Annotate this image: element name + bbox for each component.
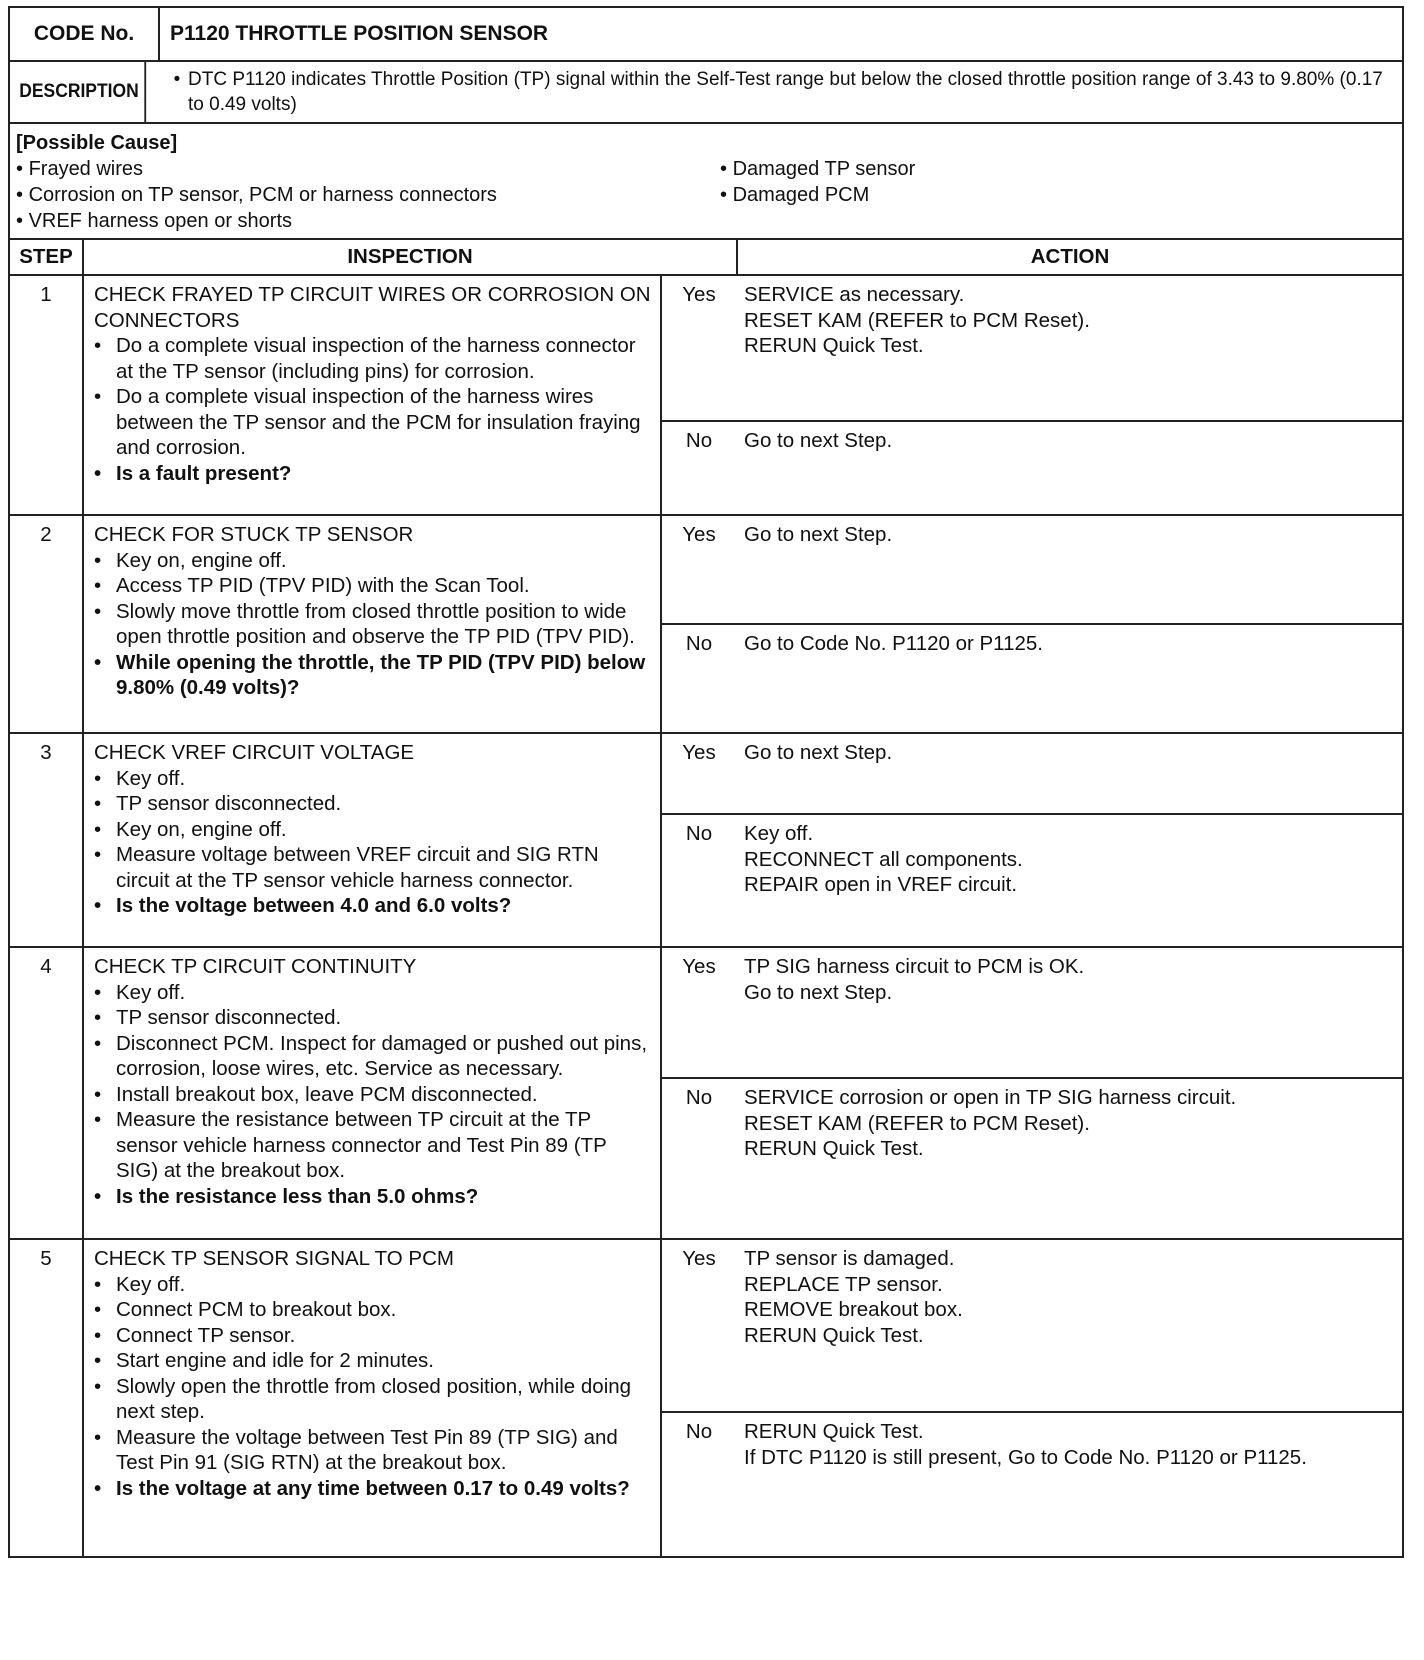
inspection-question-text: While opening the throttle, the TP PID (TPV PID) below 9.80% (0.49 volts)? (116, 650, 646, 699)
step-title: CHECK TP CIRCUIT CONTINUITY (94, 955, 417, 978)
no-label: No (662, 1412, 736, 1556)
yes-label: Yes (682, 1247, 716, 1270)
cause-item: • Damaged PCM (720, 184, 870, 206)
inspection-item-text: Do a complete visual inspection of the harness connector at the TP sensor (including pins) for corrosion. (116, 334, 636, 383)
inspection-question-text: Is the voltage at any time between 0.17 to 0.49 volts? (116, 1476, 630, 1500)
inspection-item-text: Slowly move throttle from closed throttle position to wide open throttle position and observe the TP PID (TPV PID). (116, 599, 635, 648)
inspection-item-text: Start engine and idle for 2 minutes. (116, 1349, 434, 1372)
inspection-question (94, 1184, 652, 1210)
inspection-item (94, 1425, 652, 1476)
bullet: • (94, 650, 102, 674)
cause-item: • VREF harness open or shorts (16, 210, 293, 232)
inspection-item (94, 1107, 652, 1184)
bullet: • (94, 843, 102, 866)
yes-action (736, 948, 1402, 1078)
description-row (10, 60, 1402, 122)
inspection-item (94, 1031, 652, 1082)
yes-row (662, 516, 1402, 624)
action-line: RERUN Quick Test. (744, 1137, 924, 1160)
bullet: • (94, 1272, 102, 1296)
step-title: CHECK VREF CIRCUIT VOLTAGE (94, 741, 415, 764)
step-number: 2 (9, 515, 83, 733)
bullet: • (94, 1476, 102, 1500)
no-row (662, 1078, 1402, 1238)
inspection-item (94, 384, 652, 461)
action-line: RESET KAM (REFER to PCM Reset). (744, 1111, 1090, 1135)
no-action (736, 421, 1402, 514)
inspection-item (94, 1005, 652, 1031)
yes-row (662, 1240, 1402, 1412)
action-line: RERUN Quick Test. (744, 1420, 924, 1443)
step-result-cell (661, 1239, 1403, 1557)
step-number: 3 (9, 733, 83, 947)
possible-cause-section (10, 122, 1402, 240)
no-action (736, 624, 1402, 732)
step-result-cell (661, 733, 1403, 947)
no-action (736, 1412, 1402, 1556)
action-line: Go to next Step. (744, 523, 893, 546)
inspection-item (94, 573, 652, 599)
inspection-item-text: Measure the voltage between Test Pin 89 (TP SIG) and Test Pin 91 (SIG RTN) at the breakout box. (116, 1425, 618, 1474)
possible-cause-title: [Possible Cause] (16, 132, 178, 154)
inspection-item (94, 333, 652, 384)
yes-row (662, 276, 1402, 421)
inspection-question (94, 650, 652, 701)
cause-item: • Corrosion on TP sensor, PCM or harness connectors (16, 184, 497, 206)
inspection-question (94, 1476, 652, 1502)
inspection-question-text: Is a fault present? (116, 461, 292, 485)
step-inspection (83, 1239, 661, 1557)
no-label: No (662, 421, 736, 514)
yes-row (662, 948, 1402, 1078)
no-row (662, 421, 1402, 514)
code-value: P1120 THROTTLE POSITION SENSOR (170, 22, 549, 45)
action-line: Go to next Step. (744, 741, 893, 764)
yes-label: Yes (682, 955, 716, 978)
code-label: CODE No. (10, 8, 160, 60)
step-title: CHECK FRAYED TP CIRCUIT WIRES OR CORROSION ON CONNECTORS (94, 283, 651, 332)
bullet: • (94, 334, 102, 357)
action-line: Go to Code No. P1120 or P1125. (744, 632, 1043, 655)
action-line: REMOVE breakout box. (744, 1298, 963, 1321)
action-line: RECONNECT all components. (744, 847, 1023, 871)
yes-action (736, 734, 1402, 814)
possible-cause-left-list (16, 156, 497, 234)
bullet: • (94, 766, 102, 790)
bullet: • (94, 1298, 102, 1321)
no-row (662, 1412, 1402, 1556)
inspection-item (94, 1272, 652, 1298)
action-line: TP SIG harness circuit to PCM is OK. (744, 955, 1085, 978)
inspection-item (94, 599, 652, 650)
inspection-item-text: Key off. (116, 766, 186, 790)
step-number: 5 (9, 1239, 83, 1557)
yes-action (736, 276, 1402, 421)
step-result-cell (661, 947, 1403, 1239)
inspection-question (94, 461, 652, 487)
step-row (9, 733, 1403, 947)
no-label: No (662, 814, 736, 946)
step-inspection (83, 515, 661, 733)
inspection-item (94, 791, 652, 817)
bullet: • (94, 1031, 102, 1055)
action-line: REPLACE TP sensor. (744, 1272, 943, 1296)
inspection-item-text: Connect PCM to breakout box. (116, 1298, 397, 1321)
step-result-cell (661, 515, 1403, 733)
step-number: 1 (9, 275, 83, 515)
bullet: • (94, 599, 102, 623)
step-inspection (83, 275, 661, 515)
code-header (10, 8, 1402, 60)
step-row (9, 1239, 1403, 1557)
bullet: • (94, 1108, 102, 1131)
yes-row (662, 734, 1402, 814)
inspection-item-text: Do a complete visual inspection of the harness wires between the TP sensor and the PCM for insulation fraying and corrosion. (116, 385, 641, 459)
inspection-item-text: Key off. (116, 1272, 186, 1296)
bullet: • (94, 574, 102, 597)
inspection-item (94, 548, 652, 574)
bullet: • (94, 980, 102, 1004)
no-action (736, 1078, 1402, 1238)
action-line: SERVICE as necessary. (744, 283, 965, 306)
inspection-item-text: Disconnect PCM. Inspect for damaged or pushed out pins, corrosion, loose wires, etc. Service as necessary. (116, 1031, 648, 1080)
inspection-item-text: Connect TP sensor. (116, 1323, 296, 1347)
inspection-item-text: Install breakout box, leave PCM disconnected. (116, 1082, 538, 1106)
inspection-question-text: Is the voltage between 4.0 and 6.0 volts? (116, 894, 512, 917)
inspection-item (94, 1323, 652, 1349)
inspection-item (94, 1297, 652, 1323)
inspection-header: INSPECTION (83, 239, 737, 275)
inspection-item-text: Measure voltage between VREF circuit and SIG RTN circuit at the TP sensor vehicle harness connector. (116, 843, 599, 892)
inspection-item-text: Access TP PID (TPV PID) with the Scan Tool. (116, 574, 530, 597)
description-text-cell (158, 62, 1402, 122)
bullet: • (94, 461, 102, 485)
cause-item: • Damaged TP sensor (720, 158, 916, 180)
step-row (9, 947, 1403, 1239)
bullet: • (94, 1323, 102, 1347)
description-bullet: • (173, 69, 181, 90)
yes-action (736, 1240, 1402, 1412)
step-row (9, 275, 1403, 515)
no-row (662, 624, 1402, 732)
bullet: • (94, 1184, 102, 1208)
no-label: No (662, 624, 736, 732)
bullet: • (94, 792, 102, 815)
yes-action (736, 516, 1402, 624)
inspection-item-text: TP sensor disconnected. (116, 1006, 342, 1029)
yes-label: Yes (682, 741, 716, 764)
no-label: No (662, 1078, 736, 1238)
step-result-cell (661, 275, 1403, 515)
bullet: • (94, 1425, 102, 1449)
action-line: Go to next Step. (744, 429, 893, 452)
inspection-item-text: Slowly open the throttle from closed position, while doing next step. (116, 1374, 632, 1423)
step-title: CHECK TP SENSOR SIGNAL TO PCM (94, 1247, 454, 1270)
action-line: REPAIR open in VREF circuit. (744, 873, 1018, 896)
action-line: Go to next Step. (744, 980, 893, 1004)
inspection-item (94, 842, 652, 893)
bullet: • (94, 1374, 102, 1398)
step-header: STEP (9, 239, 83, 275)
step-inspection (83, 947, 661, 1239)
step-inspection (83, 733, 661, 947)
inspection-item (94, 1082, 652, 1108)
inspection-item (94, 766, 652, 792)
inspection-item (94, 817, 652, 843)
no-row (662, 814, 1402, 946)
dtc-document (8, 6, 1404, 1558)
action-header: ACTION (737, 239, 1403, 275)
action-line: If DTC P1120 is still present, Go to Code No. P1120 or P1125. (744, 1445, 1307, 1469)
action-line: RESET KAM (REFER to PCM Reset). (744, 308, 1090, 332)
table-header-row (9, 239, 1403, 275)
inspection-item-text: TP sensor disconnected. (116, 792, 342, 815)
description-text: DTC P1120 indicates Throttle Position (TP) signal within the Self-Test range but below the closed throttle position range of 3.43 to 9.80% (0.17 to 0.49 volts) (188, 69, 1383, 115)
inspection-item-text: Key off. (116, 980, 186, 1004)
yes-label: Yes (682, 283, 716, 306)
action-line: RERUN Quick Test. (744, 334, 924, 357)
bullet: • (94, 894, 102, 917)
inspection-question-text: Is the resistance less than 5.0 ohms? (116, 1184, 479, 1208)
possible-cause-right-list (720, 156, 915, 208)
inspection-item (94, 1348, 652, 1374)
cause-item: • Frayed wires (16, 158, 144, 180)
description-label: DESCRIPTION (10, 62, 146, 122)
inspection-item (94, 1374, 652, 1425)
bullet: • (94, 548, 102, 572)
bullet: • (94, 1082, 102, 1106)
inspection-question (94, 893, 652, 919)
step-title: CHECK FOR STUCK TP SENSOR (94, 523, 414, 546)
action-line: Key off. (744, 822, 814, 845)
yes-label: Yes (682, 523, 716, 546)
inspection-table (8, 238, 1404, 1558)
inspection-item-text: Key on, engine off. (116, 548, 287, 572)
inspection-item-text: Measure the resistance between TP circuit at the TP sensor vehicle harness connector and Test Pin 89 (TP SIG) at the breakout box. (116, 1108, 607, 1182)
step-number: 4 (9, 947, 83, 1239)
step-row (9, 515, 1403, 733)
inspection-item (94, 980, 652, 1006)
bullet: • (94, 1349, 102, 1372)
action-line: RERUN Quick Test. (744, 1323, 924, 1347)
bullet: • (94, 1006, 102, 1029)
bullet: • (94, 817, 102, 841)
no-action (736, 814, 1402, 946)
action-line: SERVICE corrosion or open in TP SIG harness circuit. (744, 1086, 1237, 1109)
inspection-item-text: Key on, engine off. (116, 817, 287, 841)
bullet: • (94, 385, 102, 408)
action-line: TP sensor is damaged. (744, 1247, 955, 1270)
